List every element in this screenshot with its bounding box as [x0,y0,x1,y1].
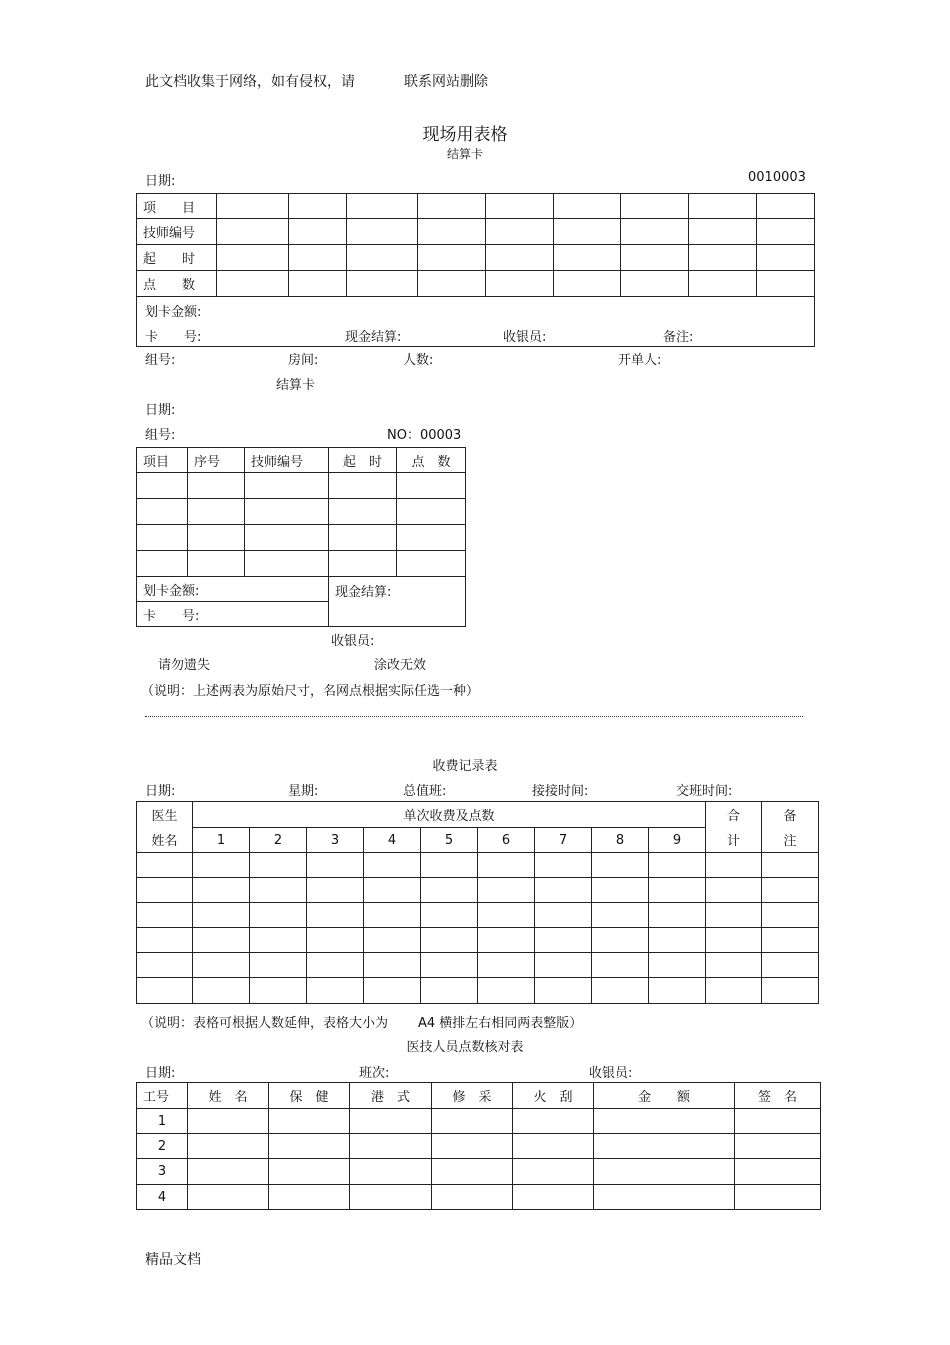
card1-cell[interactable] [347,194,418,219]
check-cell[interactable] [594,1185,735,1210]
record-cell[interactable] [421,978,478,1004]
check-cell[interactable] [513,1109,594,1134]
check-cell[interactable] [735,1159,821,1185]
record-number: 7 [535,828,592,853]
card2-cell[interactable] [245,473,329,499]
record-cell[interactable] [535,953,592,978]
card2-cell[interactable] [245,499,329,525]
record-cell[interactable] [307,953,364,978]
check-cell[interactable] [269,1185,350,1210]
record-cell[interactable] [250,928,307,953]
record-title: 收费记录表 [432,759,498,774]
record-cell[interactable] [193,853,250,878]
card1-footer-cell [137,297,815,347]
record-date-label: 日期: [145,784,176,799]
check-cell[interactable] [269,1134,350,1159]
check-cell[interactable] [513,1159,594,1185]
record-cell[interactable] [649,853,706,878]
card2-cell[interactable] [137,473,188,499]
card1-footer-row [137,297,815,347]
record-cell[interactable] [478,953,535,978]
card1-cell[interactable] [418,219,486,245]
card1-row [137,194,815,219]
record-cell[interactable] [250,878,307,903]
record-cell[interactable] [478,853,535,878]
record-cell[interactable] [478,978,535,1004]
card2-group-label: 组号: [145,428,176,443]
card1-cashier-label: 收银员: [503,330,547,345]
check-header: 姓 名 [188,1083,269,1109]
card2-row [137,551,466,577]
check-cell[interactable] [594,1159,735,1185]
card1-cell[interactable] [217,219,289,245]
card1-room-label: 房间: [288,353,319,368]
record-cell[interactable] [364,878,421,903]
card1-cell[interactable] [757,245,815,271]
record-cell[interactable] [364,978,421,1004]
check-table [136,1082,821,1210]
card2-cell[interactable] [245,525,329,551]
card2-cell[interactable] [397,473,466,499]
record-number: 3 [307,828,364,853]
card1-swipe-label: 划卡金额: [145,305,202,320]
check-cell[interactable] [432,1109,513,1134]
record-cell[interactable] [592,978,649,1004]
record-cell[interactable] [250,953,307,978]
card2-card-no-label: 卡 号: [137,602,329,627]
record-cell[interactable] [592,903,649,928]
check-cell[interactable] [513,1134,594,1159]
check-cell[interactable] [432,1134,513,1159]
card1-cell[interactable] [554,271,621,297]
card2-cell[interactable] [245,551,329,577]
check-row [137,1134,821,1159]
record-row [137,903,819,928]
record-single-charge: 单次收费及点数 [193,802,706,828]
card2-header: 序号 [188,448,245,473]
card1-cell[interactable] [418,245,486,271]
record-cell[interactable] [137,903,193,928]
record-row [137,953,819,978]
record-cell[interactable] [592,953,649,978]
check-id: 1 [137,1109,188,1134]
card1-cell[interactable] [217,271,289,297]
check-cell[interactable] [594,1109,735,1134]
card2-date-label: 日期: [145,403,176,418]
record-doctor-bottom: 姓名 [137,828,193,853]
card1-number: 0010003 [748,170,806,185]
check-cell[interactable] [735,1185,821,1210]
card1-row [137,219,815,245]
card1-cell[interactable] [486,194,554,219]
record-number: 2 [250,828,307,853]
card1-cell[interactable] [689,194,757,219]
card1-cell[interactable] [757,194,815,219]
card2-table [136,447,466,627]
check-row [137,1109,821,1134]
check-cell[interactable] [188,1109,269,1134]
card1-cell[interactable] [347,271,418,297]
record-cell[interactable] [193,878,250,903]
card2-cell[interactable] [137,499,188,525]
record-week-label: 星期: [288,784,319,799]
record-number: 4 [364,828,421,853]
card2-swipe-label: 划卡金额: [137,577,329,602]
card1-issuer-label: 开单人: [618,353,662,368]
card1-row [137,245,815,271]
card1-people-label: 人数: [403,353,434,368]
card1-row-label: 起 时 [137,245,217,271]
check-title: 医技人员点数核对表 [406,1040,524,1055]
footer-label: 精品文档 [145,1252,201,1268]
page-title: 现场用表格 [422,125,508,145]
record-number: 6 [478,828,535,853]
card2-row [137,473,466,499]
check-cell[interactable] [735,1109,821,1134]
record-cell[interactable] [307,978,364,1004]
card1-cell[interactable] [689,219,757,245]
card2-row [137,499,466,525]
record-takeover-label: 接接时间: [532,784,589,799]
card2-cell[interactable] [188,499,245,525]
record-cell[interactable] [421,853,478,878]
card1-cell[interactable] [621,194,689,219]
card1-group-label: 组号: [145,353,176,368]
record-cell[interactable] [762,953,819,978]
record-cell[interactable] [535,853,592,878]
record-row [137,928,819,953]
check-date-label: 日期: [145,1066,176,1081]
record-table [136,801,819,1004]
record-cell[interactable] [193,928,250,953]
card1-cell[interactable] [621,245,689,271]
check-cell[interactable] [350,1134,432,1159]
check-header: 工号 [137,1083,188,1109]
record-doctor-top: 医生 [137,802,193,828]
card2-cell[interactable] [329,525,397,551]
card2-cell[interactable] [188,551,245,577]
card1-cell[interactable] [757,219,815,245]
card1-cell[interactable] [418,271,486,297]
check-cashier-label: 收银员: [589,1066,633,1081]
card2-cell[interactable] [137,525,188,551]
card2-header: 起 时 [329,448,397,473]
card2-cell[interactable] [188,525,245,551]
record-cell[interactable] [649,953,706,978]
record-cell[interactable] [649,903,706,928]
record-row [137,978,819,1004]
record-cell[interactable] [706,953,762,978]
record-cell[interactable] [478,903,535,928]
card2-cell[interactable] [188,473,245,499]
check-shift-label: 班次: [359,1066,390,1081]
record-cell[interactable] [364,853,421,878]
record-cell[interactable] [592,878,649,903]
card2-note: （说明：上述两表为原始尺寸，名网点根据实际任选一种） [141,684,480,699]
record-remark-bottom: 注 [762,828,819,853]
card1-cell[interactable] [289,219,347,245]
card1-row-label: 项 目 [137,194,217,219]
record-note-suffix: A4 横排左右相同两表整版） [418,1016,583,1031]
record-cell[interactable] [762,878,819,903]
record-cell[interactable] [762,928,819,953]
card1-remark-label: 备注: [663,330,694,345]
record-remark-top: 备 [762,802,819,828]
check-cell[interactable] [188,1185,269,1210]
card2-cell[interactable] [397,499,466,525]
record-cell[interactable] [250,853,307,878]
record-cell[interactable] [706,978,762,1004]
card1-cell[interactable] [757,271,815,297]
record-cell[interactable] [137,978,193,1004]
record-cell[interactable] [307,903,364,928]
record-number: 1 [193,828,250,853]
record-cell[interactable] [193,978,250,1004]
record-cell[interactable] [706,928,762,953]
record-cell[interactable] [307,853,364,878]
check-cell[interactable] [513,1185,594,1210]
card1-cell[interactable] [621,271,689,297]
record-header-row [137,802,819,828]
card2-cell[interactable] [329,473,397,499]
record-cell[interactable] [535,878,592,903]
record-handover-label: 交班时间: [676,784,733,799]
card2-cash-label: 现金结算: [329,577,466,627]
check-row [137,1159,821,1185]
record-cell[interactable] [762,978,819,1004]
card1-date-label: 日期: [145,174,176,189]
check-row [137,1185,821,1210]
record-cell[interactable] [307,878,364,903]
card1-cell[interactable] [418,194,486,219]
check-id: 2 [137,1134,188,1159]
record-cell[interactable] [478,878,535,903]
record-cell[interactable] [649,978,706,1004]
record-duty-label: 总值班: [403,784,447,799]
card2-header: 点 数 [397,448,466,473]
check-cell[interactable] [188,1134,269,1159]
check-cell[interactable] [350,1109,432,1134]
check-cell[interactable] [269,1109,350,1134]
card1-cell[interactable] [289,245,347,271]
record-note-prefix: （说明：表格可根据人数延伸，表格大小为 [141,1016,389,1031]
record-total-top: 合 [706,802,762,828]
card2-altered-invalid: 涂改无效 [374,658,427,673]
record-cell[interactable] [478,928,535,953]
card2-cell[interactable] [137,551,188,577]
record-cell[interactable] [421,878,478,903]
record-number: 5 [421,828,478,853]
record-cell[interactable] [649,878,706,903]
card2-swipe-row [137,577,466,602]
record-cell[interactable] [421,928,478,953]
card2-subtitle: 结算卡 [276,378,316,393]
card2-do-not-lose: 请勿遗失 [158,658,211,673]
check-id: 3 [137,1159,188,1185]
card1-cell[interactable] [689,271,757,297]
record-cell[interactable] [706,878,762,903]
card1-cell[interactable] [289,194,347,219]
card2-row [137,525,466,551]
check-header-row [137,1083,821,1109]
record-cell[interactable] [307,928,364,953]
check-header: 签 名 [735,1083,821,1109]
record-cell[interactable] [137,928,193,953]
card1-cell[interactable] [217,194,289,219]
card1-cell[interactable] [486,271,554,297]
card1-cell[interactable] [217,245,289,271]
card1-cell[interactable] [621,219,689,245]
record-cell[interactable] [762,853,819,878]
card1-row-label: 技师编号 [137,219,217,245]
record-cell[interactable] [193,953,250,978]
record-total-bottom: 计 [706,828,762,853]
record-row [137,878,819,903]
record-cell[interactable] [364,953,421,978]
check-cell[interactable] [269,1159,350,1185]
record-cell[interactable] [421,903,478,928]
check-header: 金 额 [594,1083,735,1109]
card1-cell[interactable] [554,245,621,271]
card2-no-label: NO：00003 [387,428,462,443]
card1-cell[interactable] [347,219,418,245]
card2-cell[interactable] [329,499,397,525]
dotted-separator [145,716,803,717]
card2-header: 技师编号 [245,448,329,473]
record-cell[interactable] [364,903,421,928]
card1-subtitle: 结算卡 [446,147,483,161]
record-cell[interactable] [137,853,193,878]
card2-cell[interactable] [397,551,466,577]
check-header: 保 健 [269,1083,350,1109]
record-number: 9 [649,828,706,853]
check-cell[interactable] [188,1159,269,1185]
check-cell[interactable] [432,1159,513,1185]
check-id: 4 [137,1185,188,1210]
card1-cell[interactable] [347,245,418,271]
record-cell[interactable] [535,903,592,928]
check-header: 火 刮 [513,1083,594,1109]
card2-cell[interactable] [329,551,397,577]
card2-header-row [137,448,466,473]
card1-cell[interactable] [554,194,621,219]
card1-cell[interactable] [554,219,621,245]
card1-cell[interactable] [289,271,347,297]
record-cell[interactable] [592,928,649,953]
record-cell[interactable] [193,903,250,928]
check-header: 港 式 [350,1083,432,1109]
record-row [137,853,819,878]
card1-cell[interactable] [486,245,554,271]
record-cell[interactable] [250,978,307,1004]
card1-cell[interactable] [689,245,757,271]
card1-row-label: 点 数 [137,271,217,297]
record-cell[interactable] [137,953,193,978]
check-cell[interactable] [350,1185,432,1210]
check-header: 修 采 [432,1083,513,1109]
record-number-row [137,828,819,853]
card2-header: 项目 [137,448,188,473]
record-cell[interactable] [706,853,762,878]
record-cell[interactable] [706,903,762,928]
card2-cashier-label: 收银员: [331,634,375,649]
card1-card-no-label: 卡 号: [145,330,202,345]
check-cell[interactable] [735,1134,821,1159]
check-cell[interactable] [432,1185,513,1210]
record-cell[interactable] [535,928,592,953]
record-cell[interactable] [421,953,478,978]
check-cell[interactable] [594,1134,735,1159]
record-cell[interactable] [137,878,193,903]
card1-cell[interactable] [486,219,554,245]
record-cell[interactable] [762,903,819,928]
card1-row [137,271,815,297]
record-cell[interactable] [649,928,706,953]
check-cell[interactable] [350,1159,432,1185]
header-notice-2: 联系网站删除 [404,74,488,90]
card1-cash-label: 现金结算: [345,330,402,345]
record-cell[interactable] [364,928,421,953]
card2-cell[interactable] [397,525,466,551]
record-cell[interactable] [592,853,649,878]
card1-table [136,193,815,347]
header-notice: 此文档收集于网络，如有侵权，请 [145,74,355,90]
record-number: 8 [592,828,649,853]
record-cell[interactable] [535,978,592,1004]
record-cell[interactable] [250,903,307,928]
